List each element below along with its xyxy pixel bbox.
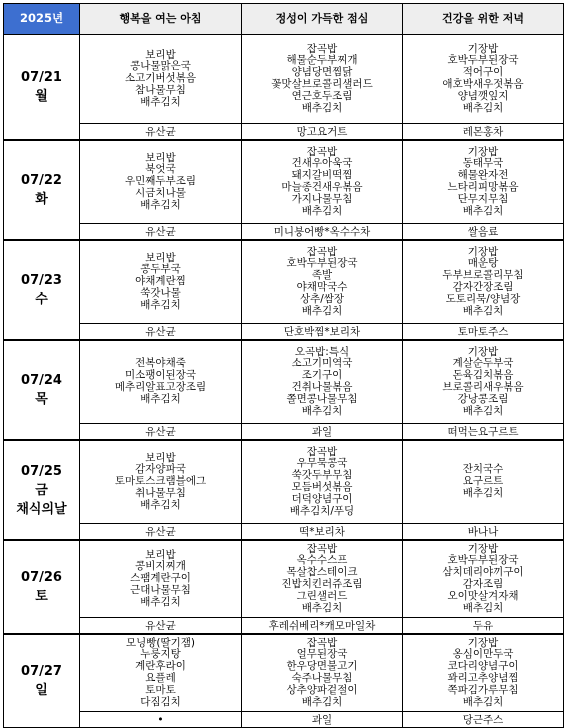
year-header: 2025년 — [4, 4, 80, 35]
breakfast-menu: 보리밥 북엇국 우민째두부조림 시금치나물 배추김치 — [80, 140, 242, 224]
weekday-label: 금 채식의날 — [16, 482, 67, 517]
day-row — [4, 140, 564, 224]
weekday-label: 목 — [35, 392, 48, 407]
date-label: 07/23 — [21, 273, 62, 288]
snack-row — [4, 124, 564, 141]
breakfast-extra: 유산균 — [80, 618, 242, 635]
lunch-extra: 후레쉬베리*캐모마일차 — [242, 618, 403, 635]
date-label: 07/25 — [21, 463, 62, 479]
breakfast-extra: 유산균 — [80, 124, 242, 141]
date-label: 07/26 — [21, 570, 62, 585]
dinner-menu: 기장밥 동태무국 해물완자전 느타리피망볶음 단무지무침 배추김치 — [403, 140, 564, 224]
dinner-menu: 잔치국수 요구르트 배추김치 — [403, 440, 564, 524]
snack-row — [4, 524, 564, 541]
lunch-menu: 잡곡밥 호박두부된장국 족발 야채막국수 상추/쌈장 배추김치 — [242, 240, 403, 324]
day-cell — [4, 35, 80, 141]
snack-row — [4, 618, 564, 635]
day-cell — [4, 440, 80, 540]
lunch-menu: 잡곡밥 얼무된장국 한우당면불고기 숙주나물무침 상추양파겉절이 배추김치 — [242, 634, 403, 712]
day-row — [4, 440, 564, 524]
lunch-extra: 과일 — [242, 712, 403, 728]
weekday-label: 일 — [35, 683, 48, 698]
date-label: 07/21 — [21, 70, 62, 85]
dinner-extra: 떠먹는요구르트 — [403, 424, 564, 441]
lunch-extra: 떡*보리차 — [242, 524, 403, 541]
lunch-menu: 잡곡밥 건새우아욱국 돼지갈비떡찜 마늘종건새우볶음 가지나물무침 배추김치 — [242, 140, 403, 224]
date-label: 07/22 — [21, 173, 62, 188]
dinner-extra: 레몬홍차 — [403, 124, 564, 141]
weekday-label: 화 — [35, 192, 48, 207]
day-row — [4, 35, 564, 124]
snack-row — [4, 712, 564, 728]
lunch-menu: 오곡밥:특식 소고기미역국 조기구이 건취나물볶음 쫄면콩나물무침 배추김치 — [242, 340, 403, 424]
breakfast-header: 행복을 여는 아침 — [80, 4, 242, 35]
day-row — [4, 540, 564, 618]
day-cell — [4, 140, 80, 240]
dinner-menu: 기장밥 호박두부된장국 적어구이 애호박새우젓볶음 양념깻잎지 배추김치 — [403, 35, 564, 124]
dinner-extra: 당근주스 — [403, 712, 564, 728]
day-cell — [4, 540, 80, 634]
dinner-extra: 두유 — [403, 618, 564, 635]
day-cell — [4, 634, 80, 728]
day-cell — [4, 240, 80, 340]
breakfast-menu: 보리밥 콩나물맑은국 소고기버섯볶음 참나물무침 배추김치 — [80, 35, 242, 124]
dinner-menu: 기장밥 호박두부된장국 삼치데리야끼구이 감자조림 오이맛살겨자채 배추김치 — [403, 540, 564, 618]
date-label: 07/27 — [21, 664, 62, 679]
breakfast-extra: 유산균 — [80, 324, 242, 341]
breakfast-menu: 보리밥 콩두부국 야채계란찜 쑥갓나물 배추김치 — [80, 240, 242, 324]
dinner-menu: 기장밥 매운탕 두부브로콜리무침 감자간장조림 도토리묵/양념장 배추김치 — [403, 240, 564, 324]
dinner-extra: 토마토주스 — [403, 324, 564, 341]
lunch-menu: 잡곡밥 해물순두부찌개 양념당면찜닭 꽃맛살브로콜리샐러드 연근호두조림 배추김치 — [242, 35, 403, 124]
breakfast-extra: 유산균 — [80, 224, 242, 241]
date-label: 07/24 — [21, 373, 62, 388]
day-row — [4, 240, 564, 324]
snack-row — [4, 424, 564, 441]
dinner-header: 건강을 위한 저녁 — [403, 4, 564, 35]
weekday-label: 수 — [35, 292, 48, 307]
day-row — [4, 340, 564, 424]
lunch-extra: 망고요거트 — [242, 124, 403, 141]
weekday-label: 토 — [35, 589, 48, 604]
lunch-menu: 잡곡밥 우무묵콩국 쑥갓두부무침 모듬버섯볶음 더덕양념구이 배추김치/푸딩 — [242, 440, 403, 524]
lunch-extra: 단호박찜*보리차 — [242, 324, 403, 341]
snack-row — [4, 224, 564, 241]
breakfast-menu: 보리밥 감자양파국 토마토스크램블에그 취나물무침 배추김치 — [80, 440, 242, 524]
breakfast-menu: 전복야채죽 미소팽이된장국 메추리알표고장조림 배추김치 — [80, 340, 242, 424]
header-row — [4, 4, 564, 35]
breakfast-extra: • — [80, 712, 242, 728]
breakfast-extra: 유산균 — [80, 424, 242, 441]
day-cell — [4, 340, 80, 440]
dinner-menu: 기장밥 옹심이만두국 코다리양념구이 꽈리고추양념찜 쪽파김가루무침 배추김치 — [403, 634, 564, 712]
breakfast-menu: 모닝빵(딸기잼) 누룽지탕 계란후라이 요플레 토마토 다짐김치 — [80, 634, 242, 712]
breakfast-menu: 보리밥 콩비지찌개 스팸계란구이 근대나물무침 배추김치 — [80, 540, 242, 618]
lunch-extra: 과일 — [242, 424, 403, 441]
lunch-menu: 잡곡밥 옥수수스프 목살찹스테이크 진밥치킨러쥬조림 그린샐러드 배추김치 — [242, 540, 403, 618]
weekday-label: 월 — [35, 89, 48, 104]
lunch-header: 정성이 가득한 점심 — [242, 4, 403, 35]
dinner-extra: 쌀음료 — [403, 224, 564, 241]
menu-table — [3, 3, 564, 728]
snack-row — [4, 324, 564, 341]
dinner-extra: 바나나 — [403, 524, 564, 541]
breakfast-extra: 유산균 — [80, 524, 242, 541]
dinner-menu: 기장밥 계살순두부국 돈육김치볶음 브로콜리새우볶음 강낭콩조림 배추김치 — [403, 340, 564, 424]
lunch-extra: 미니붕어빵*옥수수차 — [242, 224, 403, 241]
day-row — [4, 634, 564, 712]
